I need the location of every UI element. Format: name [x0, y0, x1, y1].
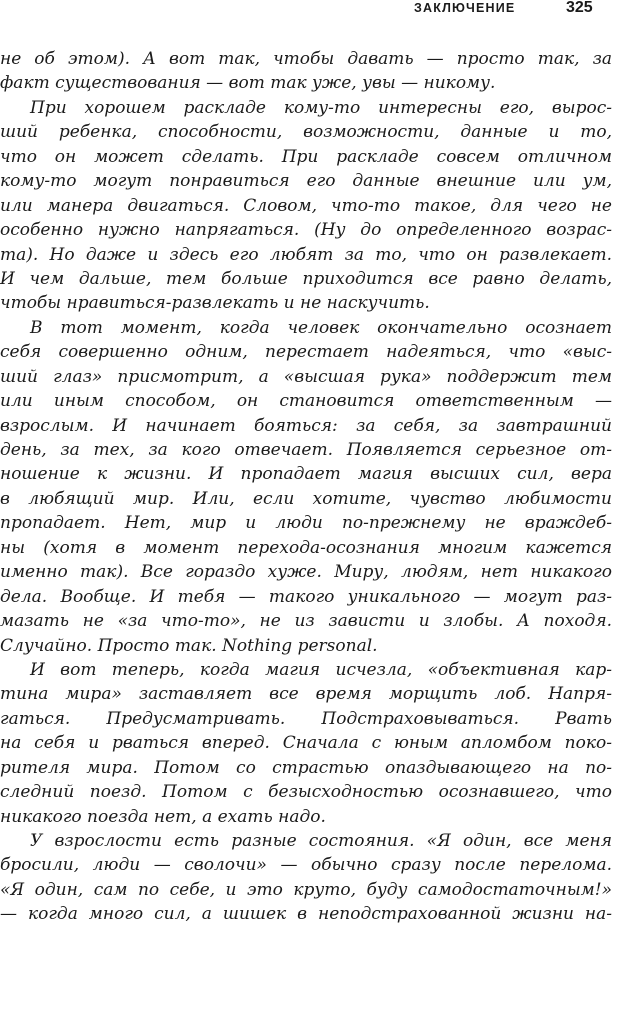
- text-line: И чем дальше, тем больше приходится все равно делать,: [0, 268, 612, 289]
- text-line: особенно нужно напрягаться. (Ну до определенного возрас-: [0, 220, 612, 241]
- text-line: Случайно. Просто так. Nothing personal.: [0, 635, 378, 656]
- text-line: ший глаз» присмотрит, а «высшая рука» поддержит тем: [0, 366, 612, 387]
- text-line: дела. Вообще. И тебя — такого уникального — могут раз-: [0, 586, 612, 607]
- text-line: себя совершенно одним, перестает надеяться, что «выс-: [0, 342, 612, 363]
- text-line: кому-то могут понравиться его данные внешние или ум,: [0, 171, 612, 192]
- text-line: При хорошем раскладе кому-то интересны его, вырос-: [30, 97, 612, 118]
- text-line: «Я один, сам по себе, и это круто, буду самодостаточным!»: [0, 879, 612, 900]
- text-line: взрослым. И начинает бояться: за себя, за завтрашний: [0, 415, 612, 436]
- text-line: именно так). Все гораздо хуже. Миру, людям, нет никакого: [0, 562, 612, 583]
- text-line: никакого поезда нет, а ехать надо.: [0, 806, 326, 827]
- text-line: ший ребенка, способности, возможности, данные и то,: [0, 122, 612, 143]
- text-line: не об этом). А вот так, чтобы давать — просто так, за: [0, 49, 612, 69]
- text-line: И вот теперь, когда магия исчезла, «объективная кар-: [30, 659, 612, 680]
- text-line: ны (хотя в момент перехода-осознания многим кажется: [0, 537, 612, 558]
- text-line: мазать не «за что-то», не из зависти и злобы. А походя.: [0, 611, 612, 632]
- text-line: или манера двигаться. Словом, что-то такое, для чего не: [0, 195, 612, 216]
- text-line: ношение к жизни. И пропадает магия высших сил, вера: [0, 464, 612, 485]
- text-line: день, за тех, за кого отвечает. Появляется серьезное от-: [0, 440, 612, 460]
- text-line: тина мира» заставляет все время морщить лоб. Напря-: [0, 684, 612, 705]
- body-text: [0, 47, 612, 927]
- text-line: У взрослости есть разные состояния. «Я один, все меня: [30, 831, 612, 851]
- text-line: рителя мира. Потом со страстью опаздывающего на по-: [0, 757, 612, 778]
- text-line: или иным способом, он становится ответственным —: [0, 391, 612, 412]
- text-line: — когда много сил, а шишек в неподстрахованной жизни на-: [0, 904, 612, 925]
- page-number: 325: [566, 0, 593, 16]
- text-line: та). Но даже и здесь его любят за то, что он развлекает.: [0, 244, 612, 265]
- text-line: пропадает. Нет, мир и люди по-прежнему не враждеб-: [0, 513, 612, 534]
- text-line: чтобы нравиться-развлекать и не наскучить.: [0, 293, 430, 314]
- text-line: в любящий мир. Или, если хотите, чувство любимости: [0, 488, 612, 509]
- running-header: [0, 0, 620, 24]
- section-title: ЗАКЛЮЧЕНИЕ: [414, 1, 516, 15]
- text-line: факт существования — вот так уже, увы — никому.: [0, 73, 496, 94]
- text-line: следний поезд. Потом с безысходностью осознавшего, что: [0, 782, 612, 803]
- text-line: В тот момент, когда человек окончательно осознает: [30, 317, 612, 338]
- text-line: бросили, люди — сволочи» — обычно сразу после перелома.: [0, 855, 612, 876]
- text-line: гаться. Предусматривать. Подстраховываться. Рвать: [0, 708, 612, 729]
- text-line: что он может сделать. При раскладе совсем отличном: [0, 146, 612, 167]
- text-line: на себя и рваться вперед. Сначала с юным апломбом поко-: [0, 733, 612, 754]
